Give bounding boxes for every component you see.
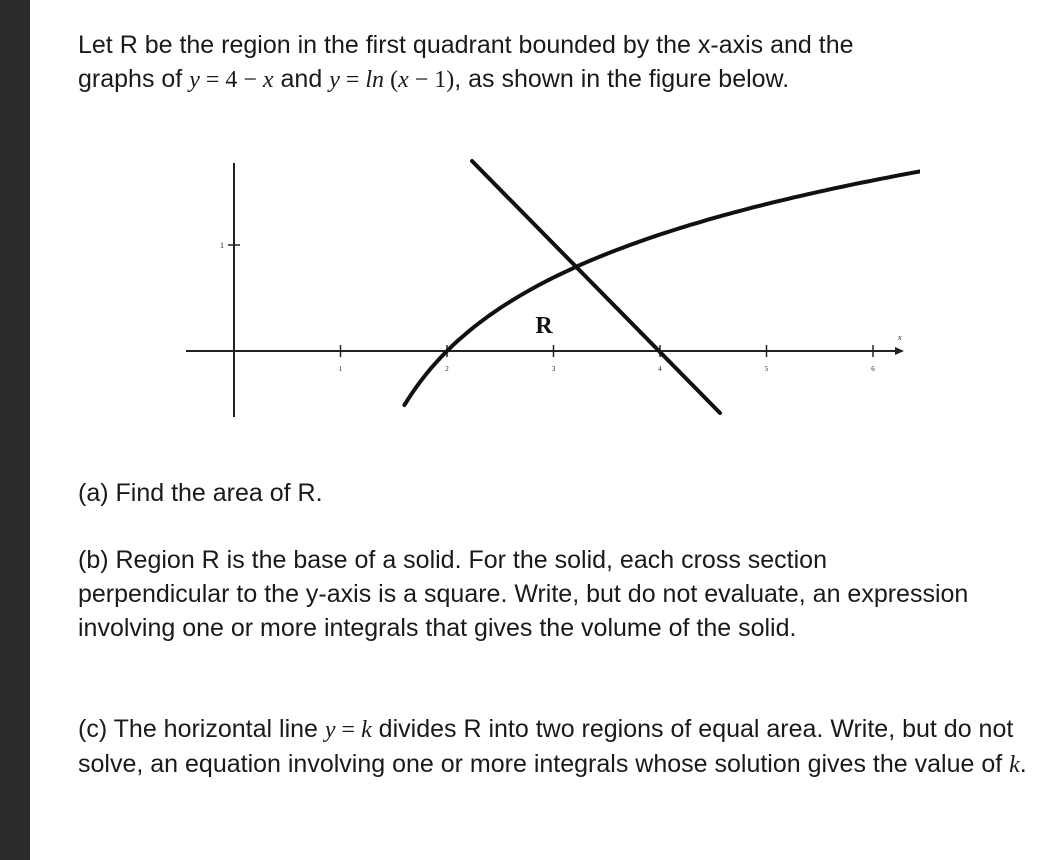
line-4-minus-x	[472, 161, 720, 413]
eq1-rhs-const: = 4 −	[199, 67, 263, 93]
equation-log	[329, 67, 454, 93]
eq1-y: y	[189, 67, 200, 93]
region-figure	[180, 155, 920, 425]
x-axis-arrow-icon	[895, 347, 904, 355]
part-c-k: k	[361, 717, 372, 743]
x-tick-label-6: 6	[871, 365, 875, 373]
part-c-y: y	[324, 717, 336, 743]
intro-paragraph	[78, 28, 854, 97]
x-ticks	[339, 345, 876, 373]
part-b: (b) Region R is the base of a solid. For the solid, each cross section perpendicular to the y-axis is a square. Write, but do not evaluate, an expression involving one or more integrals that gives the volume of the solid.	[78, 546, 969, 642]
y-tick-label-1: 1	[220, 241, 224, 250]
part-c-end: .	[1019, 750, 1027, 778]
eq2-equals: =	[339, 67, 366, 93]
x-tick-label-1: 1	[338, 365, 343, 373]
x-tick-label-5: 5	[764, 365, 769, 373]
part-c-post: divides R into two regions of equal area. Write, but do not solve, an equation involving one or more integrals whose solution gives the value of	[78, 715, 1014, 778]
intro-line-2-start: graphs of	[78, 65, 190, 93]
left-dark-bar	[0, 0, 30, 860]
x-tick-label-2: 2	[445, 365, 449, 373]
part-c-equation	[325, 717, 372, 743]
part-c	[78, 712, 1038, 782]
x-tick-label-3: 3	[551, 365, 556, 373]
eq2-x: x	[398, 67, 409, 93]
eq1-x: x	[262, 67, 274, 93]
eq2-y: y	[329, 67, 340, 93]
eq2-ln: ln	[365, 67, 385, 93]
curve-ln-x-minus-1	[404, 156, 920, 405]
intro-line-2-end: , as shown in the figure below.	[454, 65, 790, 93]
part-c-k-var: k	[1009, 752, 1020, 778]
intro-and: and	[273, 65, 330, 93]
x-axis-label: x	[898, 333, 902, 342]
part-c-pre: (c) The horizontal line	[78, 715, 325, 743]
region-label: R	[535, 313, 553, 339]
eq2-paren-open: (	[384, 67, 399, 93]
eq2-paren-close: − 1)	[408, 67, 455, 93]
intro-line-1: Let R be the region in the first quadrant bounded by the x-axis and the	[78, 31, 854, 59]
x-tick-label-4: 4	[658, 365, 662, 373]
equation-line	[189, 67, 273, 93]
part-c-equals: =	[335, 717, 362, 743]
part-a: (a) Find the area of R.	[78, 479, 323, 507]
